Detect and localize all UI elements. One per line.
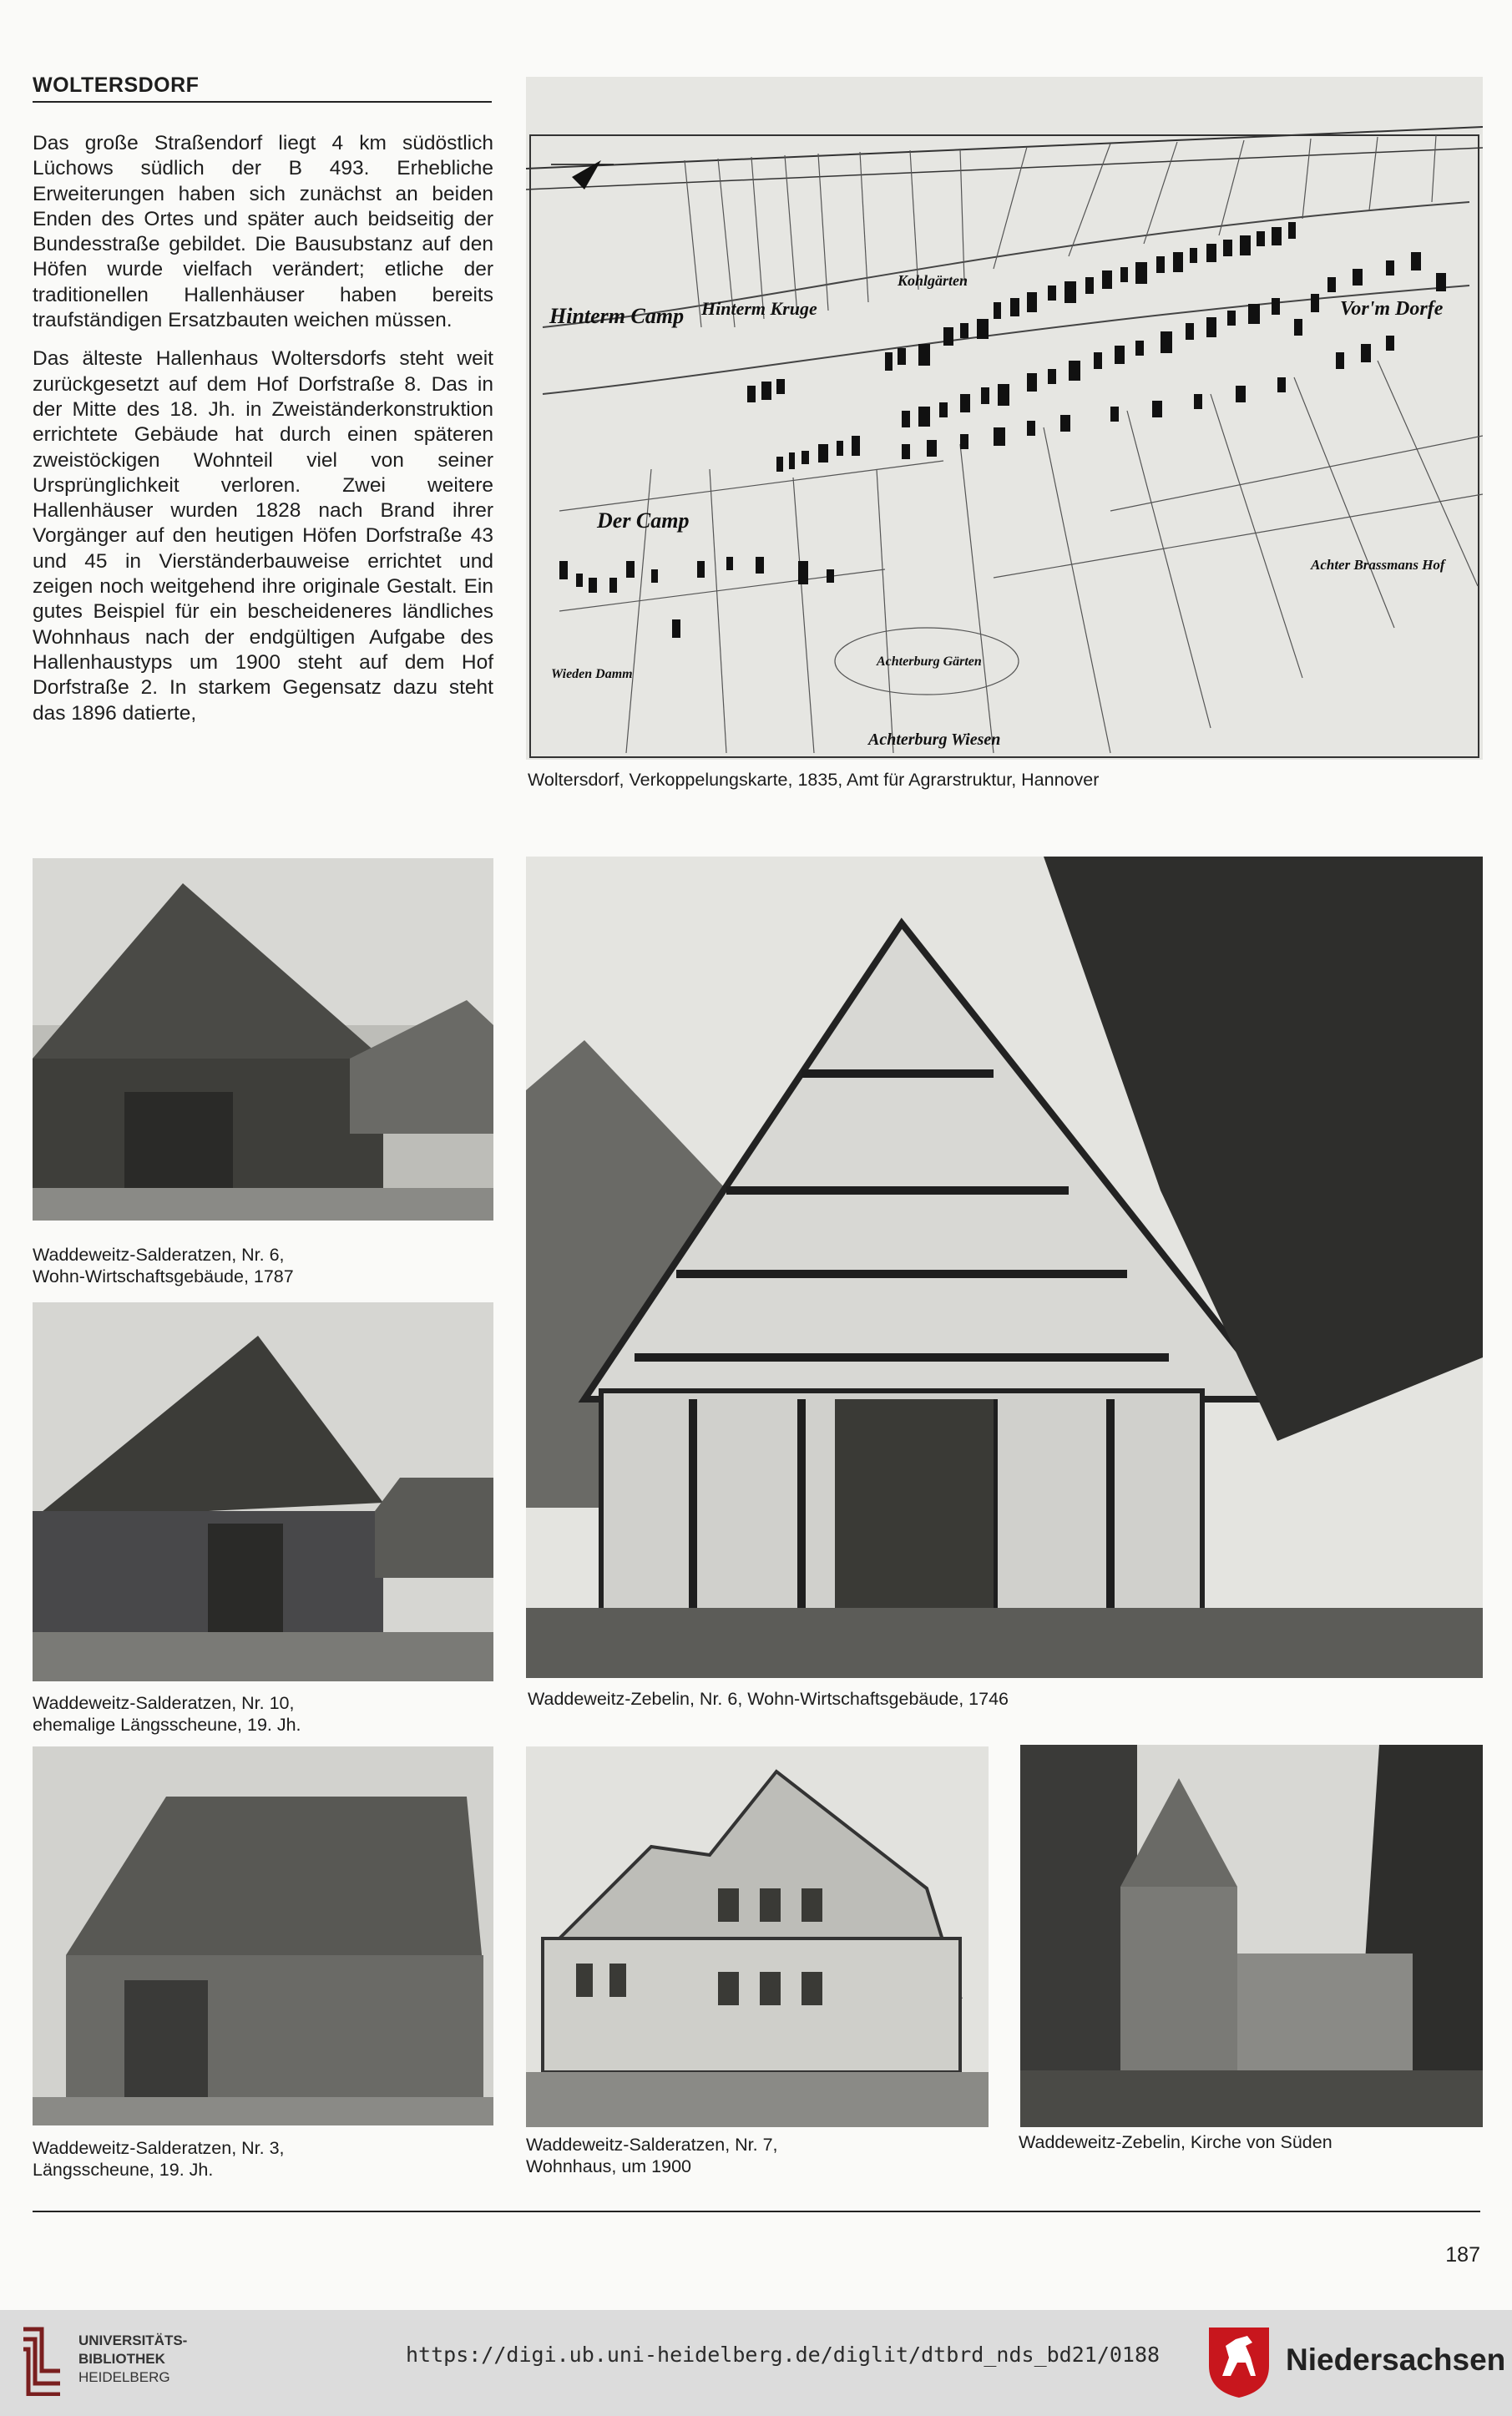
photo-salderatzen-6 [33,858,493,1221]
library-mark-icon [17,2321,65,2396]
map-label-der-camp: Der Camp [597,508,690,533]
caption-photo2 [33,1692,301,1736]
library-name-line3: HEIDELBERG [78,2369,170,2385]
map-label-achterburg-garten: Achterburg Gärten [877,655,982,669]
map-label-kohlgarten: Kohlgärten [898,272,968,289]
caption-photo4-line1: Waddeweitz-Salderatzen, Nr. 7, [526,2135,778,2155]
map-image [526,77,1483,760]
caption-photo1 [33,1244,294,1287]
map-label-wieden-damm: Wieden Damm [551,667,633,681]
map-label-achter-brassmans-hof: Achter Brassmans Hof [1311,557,1445,573]
photo-zebelin-6 [526,857,1483,1678]
library-name [78,2332,187,2387]
state-logo[interactable] [1201,2319,1506,2403]
footer-url-link[interactable]: https://digi.ub.uni-heidelberg.de/diglit/dtbrd_nds_bd21/0188 [406,2343,1161,2367]
caption-photo1-line1: Waddeweitz-Salderatzen, Nr. 6, [33,1245,285,1265]
caption-photo5: Waddeweitz-Zebelin, Kirche von Süden [1019,2132,1332,2152]
map-label-vorm-dorfe: Vor'm Dorfe [1340,298,1444,320]
caption-photo-large: Waddeweitz-Zebelin, Nr. 6, Wohn-Wirtschaftsgebäude, 1746 [528,1689,1009,1709]
caption-photo4 [526,2134,778,2177]
map-caption: Woltersdorf, Verkoppelungskarte, 1835, Amt für Agrarstruktur, Hannover [528,770,1100,790]
map-label-hinterm-camp: Hinterm Camp [549,304,685,328]
page-number: 187 [1445,2243,1480,2267]
section-title: WOLTERSDORF [33,73,492,103]
paragraph-1: Das große Straßendorf liegt 4 km südöstlich Lüchows südlich der B 493. Erhebliche Erweiterungen haben sich zunächst an beiden Enden des Ortes und später auch beidseitig der Bundesstraße gebildet. Die Bausubstanz auf den Höfen wurde vielfach verändert; etliche der traditionellen Hallenhäuser haben bereits traufständigen Ersatzbauten weichen müssen. [33,132,493,332]
library-name-line2: BIBLIOTHEK [78,2351,165,2367]
photo-salderatzen-7 [526,1746,989,2127]
caption-photo3-line1: Waddeweitz-Salderatzen, Nr. 3, [33,2138,285,2158]
photo-salderatzen-10 [33,1302,493,1681]
body-text [33,131,493,740]
caption-photo3-line2: Längsscheune, 19. Jh. [33,2160,214,2180]
caption-photo2-line2: ehemalige Längsscheune, 19. Jh. [33,1715,301,1735]
caption-photo4-line2: Wohnhaus, um 1900 [526,2156,692,2176]
map-label-achterburg-wiesen: Achterburg Wiesen [868,730,1001,749]
library-name-line1: UNIVERSITÄTS- [78,2333,188,2348]
paragraph-2: Das älteste Hallenhaus Woltersdorfs steht weit zurückgesetzt auf dem Hof Dorfstraße 8. Das in der Mitte des 18. Jh. in Zweiständerkonstruktion errichtete Gebäude hat durch einen späteren zweistöckigen Wohnteil viel von seiner Ursprünglichkeit verloren. Zwei weitere Hallenhäuser wurden 1828 nach Brand ihrer Vorgänger auf den heutigen Höfen Dorfstraße 43 und 45 in Vierständerbauweise errichtet und zeigen noch weitgehend ihre originale Gestalt. Ein gutes Beispiel für ein bescheideneres ländliches Wohnhaus nach der endgültigen Aufgabe des Hallenhaustyps um 1900 steht auf dem Hof Dorfstraße 2. In starkem Gegensatz dazu steht das 1896 datierte, [33,347,493,725]
horse-crest-icon [1204,2324,1274,2399]
photo-zebelin-church [1020,1745,1483,2127]
state-name: Niedersachsen [1286,2343,1506,2377]
map-label-hinterm-kruge: Hinterm Kruge [701,298,817,319]
library-logo[interactable] [17,2321,384,2404]
caption-photo3 [33,2137,285,2181]
caption-photo2-line1: Waddeweitz-Salderatzen, Nr. 10, [33,1693,295,1713]
photo-salderatzen-3 [33,1746,493,2125]
bottom-rule [33,2211,1480,2212]
caption-photo1-line2: Wohn-Wirtschaftsgebäude, 1787 [33,1266,294,1286]
